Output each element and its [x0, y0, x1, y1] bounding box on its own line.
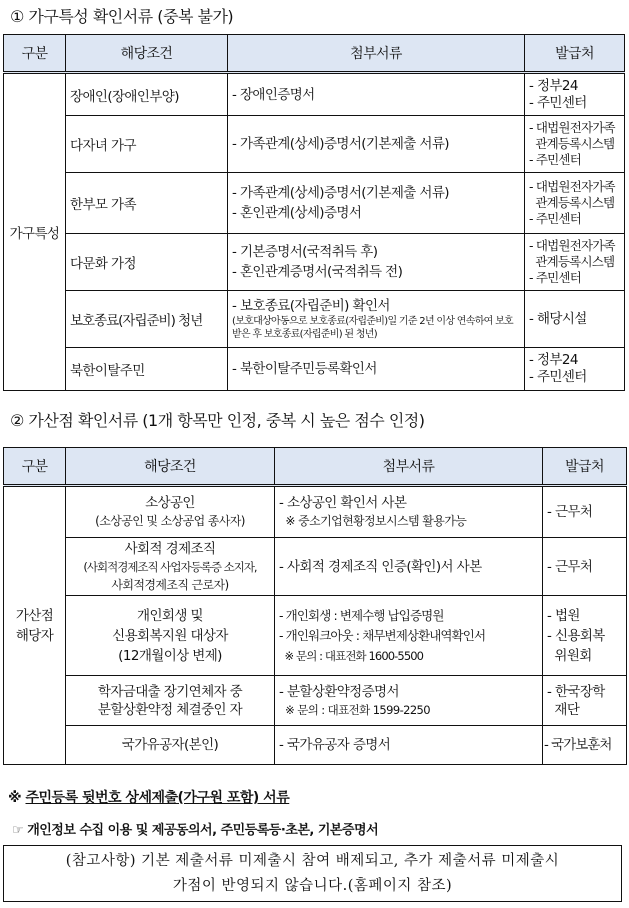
- condition-line: 학자금대출 장기연체자 중: [97, 683, 243, 700]
- issuer-item: - 주민센터: [529, 369, 587, 385]
- doc-note: ※ 문의 : 대표전화 1600-5500: [279, 648, 424, 663]
- reference-notice-box: [3, 845, 622, 902]
- issuer-item: - 국가보훈처: [544, 737, 612, 753]
- condition-line: 국가유공자(본인): [121, 737, 219, 753]
- header-condition: 해당조건: [66, 448, 275, 486]
- doc-item: - 개인워크아웃 : 채무변제상환내역확인서: [279, 627, 486, 643]
- table-row: [4, 234, 625, 291]
- condition-cell: [66, 726, 275, 765]
- docs-cell: [228, 348, 525, 391]
- issuer-cell: [543, 596, 627, 676]
- notice-line-2: 가점이 반영되지 않습니다.(홈페이지 참조): [172, 878, 453, 894]
- table-row: [4, 291, 625, 348]
- docs-cell: [275, 726, 543, 765]
- table-row: [4, 73, 625, 116]
- condition-cell: [66, 676, 275, 726]
- category-cell: [4, 486, 66, 765]
- doc-item: - 국가유공자 증명서: [279, 737, 391, 753]
- issuer-item: 관계등록시스템: [529, 136, 615, 151]
- doc-item: - 장애인증명서: [232, 86, 315, 103]
- doc-item: - 혼인관계증명서(국적취득 전): [232, 264, 403, 280]
- issuer-cell: [543, 538, 627, 596]
- issuer-cell: [525, 348, 625, 391]
- header-condition: 해당조건: [66, 35, 228, 73]
- reference-mark-icon: ※: [8, 790, 22, 806]
- condition-cell: 다자녀 가구: [66, 116, 228, 173]
- issuer-cell: [543, 676, 627, 726]
- issuer-cell: [543, 486, 627, 538]
- condition-cell: [66, 538, 275, 596]
- doc-item: - 북한이탈주민등록확인서: [232, 361, 377, 377]
- table-row: [4, 486, 627, 538]
- issuer-item: - 대법원전자가족: [529, 238, 615, 253]
- header-issuer: 발급처: [543, 448, 627, 486]
- docs-cell: [228, 291, 525, 348]
- docs-cell: [275, 596, 543, 676]
- condition-line: (사회적경제조직 사업자등록증 소지자,: [83, 559, 257, 574]
- condition-line: (소상공인 및 소상공업 종사자): [95, 514, 245, 528]
- issuer-item: 관계등록시스템: [529, 195, 615, 210]
- doc-item: - 기본증명서(국적취득 후): [232, 244, 378, 260]
- issuer-item: - 근무처: [547, 558, 593, 575]
- issuer-cell: [525, 116, 625, 173]
- docs-cell: [275, 538, 543, 596]
- table-row: [4, 596, 627, 676]
- condition-cell: [66, 596, 275, 676]
- issuer-item: - 근무처: [547, 504, 593, 520]
- condition-cell: 한부모 가족: [66, 173, 228, 234]
- category-cell: 가구특성: [4, 73, 66, 391]
- docs-cell: [228, 73, 525, 116]
- condition-cell: 다문화 가정: [66, 234, 228, 291]
- header-issuer: 발급처: [525, 35, 625, 73]
- condition-cell: 보호종료(자립준비) 청년: [66, 291, 228, 348]
- section1-title: ① 가구특성 확인서류 (중복 불가): [10, 7, 234, 26]
- issuer-item: - 한국장학: [547, 683, 605, 700]
- condition-line: 개인회생 및: [137, 607, 203, 624]
- pointing-hand-icon: ☞: [12, 823, 24, 838]
- issuer-item: - 주민센터: [529, 270, 581, 285]
- header-documents: 첨부서류: [275, 448, 543, 486]
- condition-line: 분할상환약정 체결중인 자: [97, 701, 243, 718]
- table-row: [4, 726, 627, 765]
- household-docs-table: [3, 34, 625, 391]
- doc-item: - 분할상환약정증명서: [279, 683, 399, 700]
- issuer-cell: [543, 726, 627, 765]
- condition-cell: [66, 486, 275, 538]
- issuer-item: - 주민센터: [529, 211, 581, 226]
- condition-cell: 장애인(장애인부양): [66, 73, 228, 116]
- category-line: 해당자: [15, 627, 54, 644]
- condition-cell: 북한이탈주민: [66, 348, 228, 391]
- doc-item: - 혼인관계(상세)증명서: [232, 205, 362, 221]
- required-docs-list: 개인정보 수집 이용 및 제공동의서, 주민등록등·초본, 기본증명서: [27, 823, 379, 838]
- table-row: [4, 173, 625, 234]
- doc-note: (보호대상아동으로 보호종료(자립준비)일 기준 2년 이상 연속하여 보호받은 후 보호종료(자립준비) 된 청년): [232, 316, 514, 340]
- docs-cell: [275, 486, 543, 538]
- docs-cell: [228, 116, 525, 173]
- required-docs-note: [12, 819, 378, 838]
- condition-line: (12개월이상 변제): [118, 647, 222, 664]
- bonus-docs-table: [3, 447, 627, 765]
- header-category: 구분: [4, 35, 66, 73]
- issuer-cell: [525, 173, 625, 234]
- condition-line: 신용회복지원 대상자: [112, 627, 228, 644]
- doc-item: - 가족관계(상세)증명서(기본제출 서류): [232, 185, 449, 201]
- doc-item: - 가족관계(상세)증명서(기본제출 서류): [232, 136, 449, 152]
- condition-line: 사회적 경제조직: [124, 540, 216, 557]
- docs-cell: [228, 234, 525, 291]
- table-row: [4, 676, 627, 726]
- issuer-item: - 정부24: [529, 77, 578, 94]
- doc-note: ※ 문의 : 대표전화 1599-2250: [279, 702, 430, 717]
- condition-line: 소상공인: [145, 495, 195, 511]
- issuer-item: - 신용회복: [547, 627, 605, 644]
- table-row: [4, 538, 627, 596]
- issuer-item: - 대법원전자가족: [529, 179, 615, 194]
- issuer-item: - 주민센터: [529, 94, 587, 111]
- category-line: 가산점: [15, 607, 54, 624]
- condition-line: 사회적경제조직 근로자): [111, 577, 229, 592]
- doc-item: - 개인회생 : 변제수행 납입증명원: [279, 607, 444, 623]
- issuer-cell: [525, 73, 625, 116]
- issuer-item: - 대법원전자가족: [529, 120, 615, 135]
- issuer-cell: [525, 234, 625, 291]
- docs-cell: [228, 173, 525, 234]
- note-heading: 주민등록 뒷번호 상세제출(가구원 포함) 서류: [25, 790, 290, 806]
- issuer-item: - 정부24: [529, 352, 578, 368]
- docs-cell: [275, 676, 543, 726]
- doc-item: - 보호종료(자립준비) 확인서: [232, 298, 390, 314]
- notice-line-1: (참고사항) 기본 제출서류 미제출시 참여 배제되고, 추가 제출서류 미제출시: [65, 853, 560, 869]
- issuer-item: 재단: [547, 701, 580, 718]
- issuer-item: - 법원: [547, 607, 580, 624]
- issuer-item: 위원회: [547, 647, 592, 664]
- doc-item: - 사회적 경제조직 인증(확인)서 사본: [279, 558, 482, 575]
- table-row: [4, 348, 625, 391]
- header-category: 구분: [4, 448, 66, 486]
- issuer-item: 관계등록시스템: [529, 254, 615, 269]
- issuer-item: - 주민센터: [529, 152, 581, 167]
- issuer-cell: [525, 291, 625, 348]
- table-row: [4, 116, 625, 173]
- doc-item: - 소상공인 확인서 사본: [279, 495, 407, 511]
- issuer-item: - 해당시설: [529, 311, 587, 327]
- resident-number-note: [8, 787, 289, 807]
- doc-note: ※ 중소기업현황정보시스템 활용가능: [279, 514, 467, 528]
- section2-title: ② 가산점 확인서류 (1개 항목만 인정, 중복 시 높은 점수 인정): [10, 411, 425, 430]
- header-documents: 첨부서류: [228, 35, 525, 73]
